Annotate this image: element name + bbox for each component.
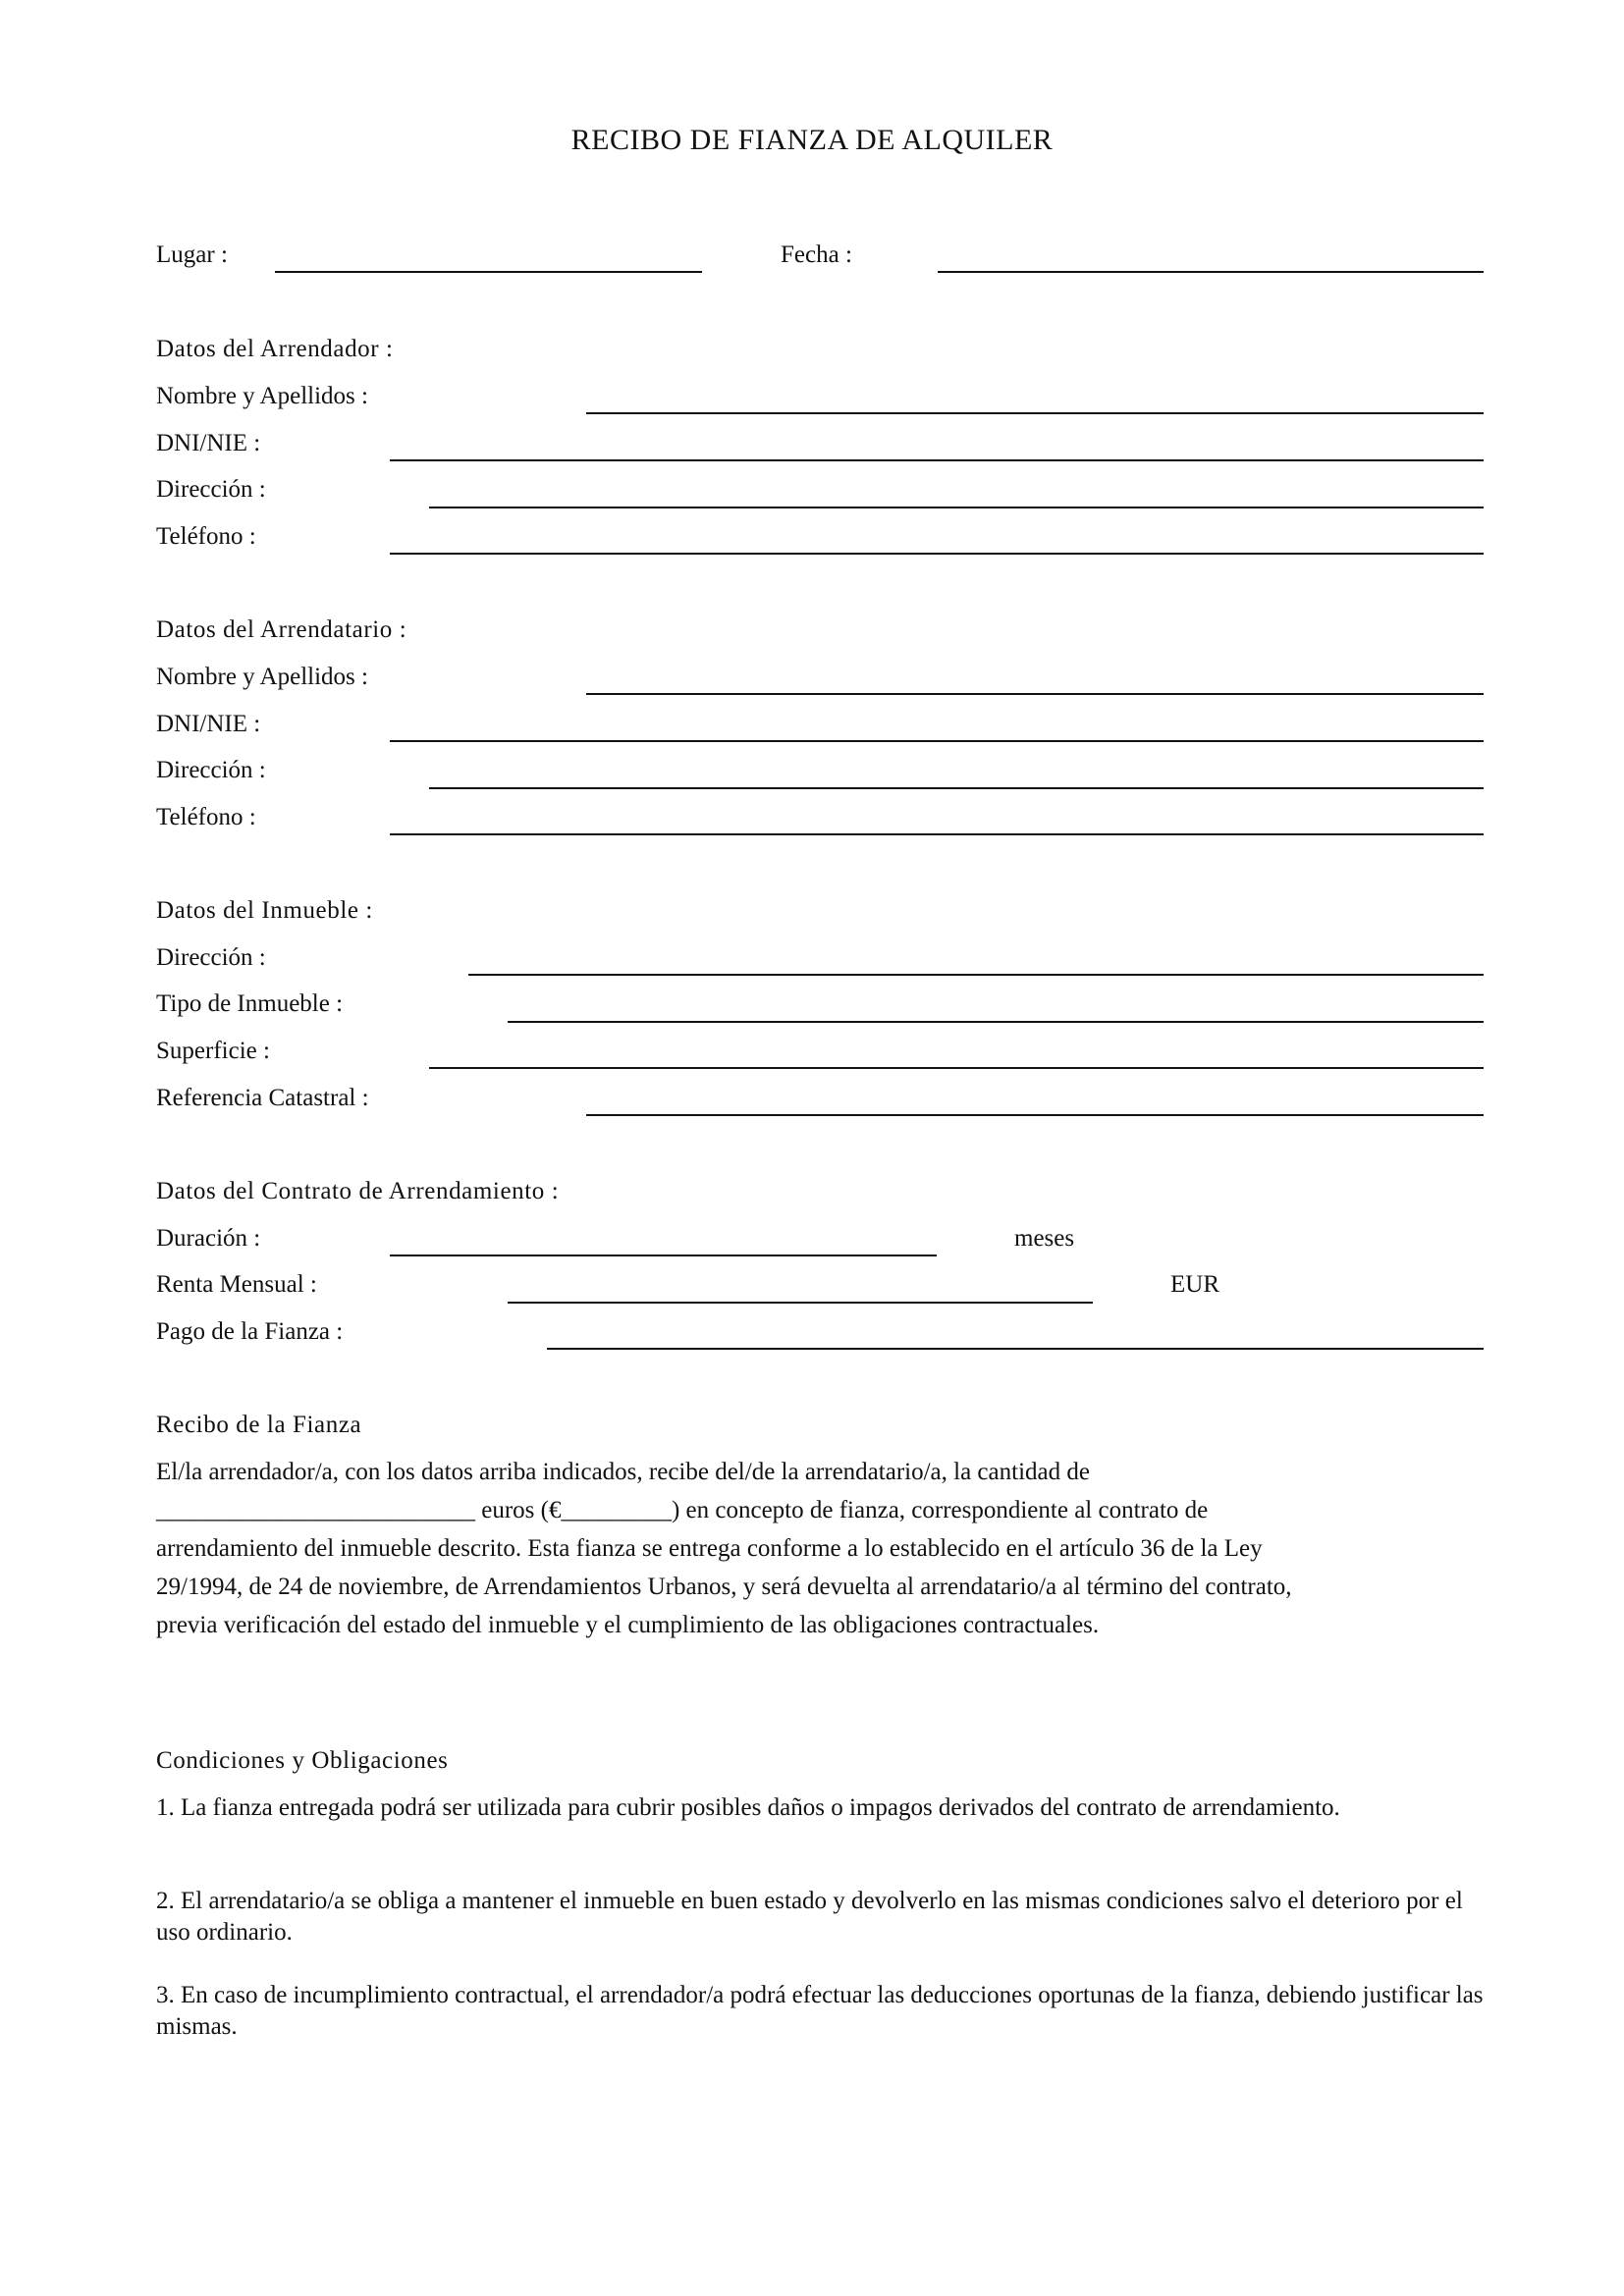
inmueble-heading: Datos del Inmueble : [156, 897, 373, 924]
lugar-label: Lugar : [156, 241, 228, 268]
recibo-paragraph [156, 1453, 1491, 1644]
contrato-renta-unit: EUR [1170, 1271, 1219, 1298]
recibo-line: 29/1994, de 24 de noviembre, de Arrendamientos Urbanos, y será devuelta al arrendatario/a al término del contrato, [156, 1574, 1292, 1600]
inmueble-tipo-field[interactable] [508, 1021, 1484, 1023]
contrato-pago-field[interactable] [547, 1348, 1484, 1350]
arrendador-direccion-label: Dirección : [156, 476, 266, 503]
recibo-line: __________________________ euros (€_________) en concepto de fianza, correspondiente al contrato de [156, 1497, 1209, 1523]
arrendatario-dni-field[interactable] [390, 740, 1484, 742]
recibo-line: El/la arrendador/a, con los datos arriba indicados, recibe del/de la arrendatario/a, la cantidad de [156, 1459, 1090, 1485]
arrendador-telefono-field[interactable] [390, 553, 1484, 555]
arrendador-direccion-field[interactable] [429, 507, 1484, 508]
inmueble-direccion-label: Dirección : [156, 944, 266, 971]
condicion-item: 2. El arrendatario/a se obliga a mantener el inmueble en buen estado y devolverlo en las mismas condiciones salvo el deterioro por el uso ordinario. [156, 1888, 1463, 1946]
arrendador-dni-label: DNI/NIE : [156, 430, 261, 456]
contrato-renta-label: Renta Mensual : [156, 1271, 317, 1298]
contrato-duracion-label: Duración : [156, 1225, 261, 1252]
arrendatario-direccion-label: Dirección : [156, 757, 266, 783]
inmueble-referencia-label: Referencia Catastral : [156, 1085, 369, 1111]
inmueble-superficie-label: Superficie : [156, 1038, 270, 1064]
recibo-heading: Recibo de la Fianza [156, 1412, 362, 1438]
inmueble-referencia-field[interactable] [586, 1114, 1484, 1116]
arrendatario-telefono-label: Teléfono : [156, 804, 256, 830]
arrendatario-nombre-field[interactable] [586, 693, 1484, 695]
fecha-label: Fecha : [781, 241, 852, 268]
contrato-duracion-unit: meses [1014, 1225, 1075, 1252]
condicion-item: 1. La fianza entregada podrá ser utilizada para cubrir posibles daños o impagos derivados del contrato de arrendamiento. [156, 1794, 1340, 1821]
inmueble-direccion-field[interactable] [468, 974, 1484, 976]
arrendatario-direccion-field[interactable] [429, 787, 1484, 789]
arrendador-telefono-label: Teléfono : [156, 523, 256, 550]
contrato-pago-label: Pago de la Fianza : [156, 1318, 344, 1345]
condicion-item: 3. En caso de incumplimiento contractual, el arrendador/a podrá efectuar las deducciones oportunas de la fianza, debiendo justificar las mismas. [156, 1982, 1484, 2040]
recibo-line: previa verificación del estado del inmueble y el cumplimiento de las obligaciones contractuales. [156, 1612, 1100, 1638]
arrendatario-dni-label: DNI/NIE : [156, 711, 261, 737]
arrendador-dni-field[interactable] [390, 459, 1484, 461]
condiciones-heading: Condiciones y Obligaciones [156, 1747, 449, 1774]
arrendatario-nombre-label: Nombre y Apellidos : [156, 664, 368, 690]
contrato-duracion-field[interactable] [390, 1255, 937, 1256]
lugar-field[interactable] [275, 271, 702, 273]
inmueble-tipo-label: Tipo de Inmueble : [156, 990, 344, 1017]
recibo-line: arrendamiento del inmueble descrito. Esta fianza se entrega conforme a lo establecido en el artículo 36 de la Ley [156, 1535, 1263, 1562]
arrendatario-heading: Datos del Arrendatario : [156, 616, 407, 643]
arrendador-heading: Datos del Arrendador : [156, 336, 394, 362]
contrato-heading: Datos del Contrato de Arrendamiento : [156, 1178, 560, 1204]
contrato-renta-field[interactable] [508, 1302, 1093, 1304]
inmueble-superficie-field[interactable] [429, 1067, 1484, 1069]
arrendador-nombre-field[interactable] [586, 412, 1484, 414]
arrendatario-telefono-field[interactable] [390, 833, 1484, 835]
fecha-field[interactable] [938, 271, 1484, 273]
document-title: RECIBO DE FIANZA DE ALQUILER [570, 124, 1054, 156]
arrendador-nombre-label: Nombre y Apellidos : [156, 383, 368, 409]
